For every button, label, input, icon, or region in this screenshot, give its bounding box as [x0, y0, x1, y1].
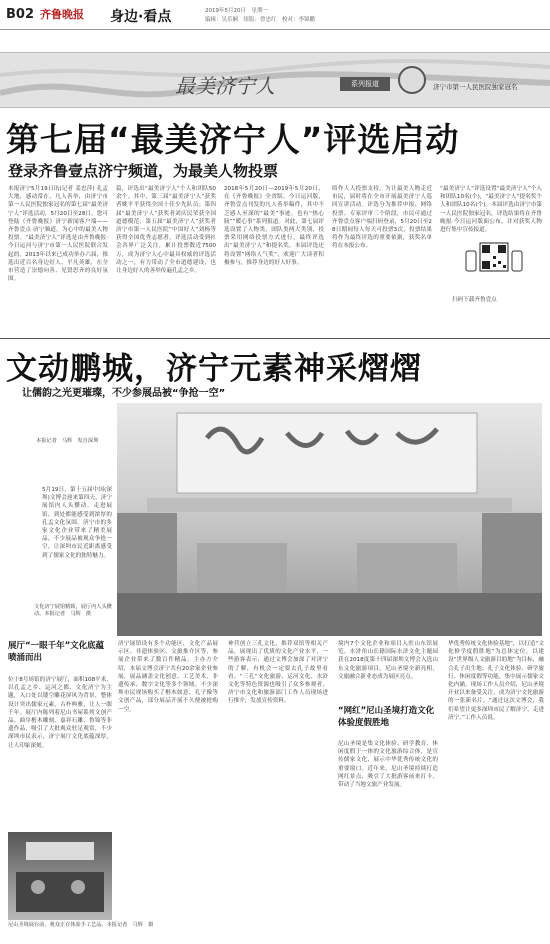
article2-subheadline: 让儒韵之光更璀璨，不少参展品被“争抢一空” [22, 388, 226, 399]
article2-byline: 本报记者 马辉 发自深圳 [36, 438, 99, 444]
section-title: 身边·看点 [110, 9, 172, 25]
article2-column-1: 位于8号场馆的济宁展厅，面积108平米，以孔孟之乡、运河之都、文化济宁为主题，入口处以镂空雕花屏风为背景，整体设计突出儒家元素，古朴典雅，让人一眼千年。展厅内陈列着尼山书屋系列文创产品、曲阜楷木雕刻、嘉祥石雕、鲁锦等非遗作品，吸引了大批观众驻足观赏，不少深圳市民表示，济宁展厅文化底蕴深厚，让人印象深刻。 [8, 677, 112, 749]
page-number: B02 [6, 7, 34, 22]
article1-column-3: 2018年5月20日—2019年5月20日，在《齐鲁晚报》全省版、今日运河版、齐鲁壹点刊发的凡人善举稿件，其中不乏感人至深的“最美”事迹，也有“热心肠”“暖心事”系列报道。对此，第七届评选设置了人物类、团队类两大类别，投票采用网络投票方式进行，最终评选出“最美济宁人”和提名奖，本届评选还将设置“网络人气奖”，欢迎广大读者积极参与，推荐身边的好人好事。 [224, 186, 324, 266]
date-line: 2019年5月20日 星期一 [205, 8, 268, 14]
booth-photo-caption: 尼山圣境展台前，观众正在体验手工艺品。本报记者 马辉 摄 [8, 922, 154, 928]
series-banner [0, 52, 550, 108]
expo-photo-illustration-icon [117, 403, 542, 636]
hospital-emblem-icon [398, 66, 426, 94]
article1-column-5: “最美济宁人”评选设置“最美济宁人”个人和团队10名(个)，“最美济宁人”提名奖个人和团队10名(个)。本届评选由济宁市第一人民医院独家冠名，评选结果将在齐鲁晚报·今日运河版面公布，并对获奖人物进行集中宣传报道。 [440, 186, 542, 234]
banner-decoration-icon [0, 53, 550, 109]
article1-column-1: 本报济宁5月19日讯(记者 姜忠萍) 孔孟大地，感动常在，凡人善举，由济宁市第一人民医院独家冠名的第七届“最美济宁人”评选活动，5月20日至28日，您可登陆《齐鲁晚报》济宁新闻客户端——齐鲁壹点·济宁频道，为心中的最美人物投票。“最美济宁人”评选是由齐鲁晚报·今日运河与济宁市第一人民医院联合发起的，2013年以来已成功举办六届，推选出近百名身边好人、平凡英雄，在全市营造了崇德向善、见贤思齐的良好氛围。 [8, 186, 108, 283]
nishan-booth-photo [8, 832, 112, 920]
article2-column-3: 神营创立三孔文化，推荐双馆等相关产品，展现出了优质的文化产业水平，一些游客表示，通过文博会加深了对济宁的了解，有机会一定要去孔子故里看看。“三孔”文化旅游、运河文化、水浒文化等特色资源也吸引了众多参观者，济宁市文化和旅游部门工作人员现场进行推介，发放宣传资料。 [228, 641, 328, 705]
article2-column-5: 华优秀传统文化体验基地”，以打造“文化修学度假胜地”为总体定位，以建设“世界级人文旅游目的地”为目标，融合孔子出生地、孔子文化体验、研学旅行、休闲度假等功能，集中展示儒家文化内涵。现场工作人员介绍，尼山圣境开业以来备受关注，成为济宁文化旅游的一张新名片。“通过这次文博会，我们希望让更多深圳市民了解济宁、走进济宁。”工作人员说。 [448, 641, 544, 721]
subhead-exhibition-hall: 展厅“一眼千年”文化底蕴喷涌而出 [8, 641, 105, 663]
article1-column-2: 篇，评选出“最美济宁人”个人和团队50余个。其中，第三届“最美济宁人”获奖者姚平平获得全国十佳少先队员；第四届“最美济宁人”获奖者刘庆民荣获全国道德模范；第五届“最美济宁人”获奖者济宁市第一人民医院“中国好人”刘杨等获得全国优秀志愿者。评选活动受到社会各界广泛关注，累计投票数近7500万，成为济宁人心中最具权威的评选活动之一，有力带动了全市道德建设，也让身边好人的善举传遍孔孟之乡。 [116, 186, 216, 275]
section-divider [0, 338, 550, 339]
expo-photo-caption: 文化济宁展馆精致，展厅内人头攒动。本报记者 马辉 摄 [34, 604, 112, 617]
booth-photo-illustration-icon [8, 832, 112, 920]
article1-subheadline: 登录齐鲁壹点济宁频道，为最美人物投票 [8, 162, 279, 180]
banner-title: 最美济宁人 [175, 74, 275, 98]
article2-column-4: 境内7个文化企业和项目入驻山东馆展览。水浒角山长籍国际水浒文化主题园获在2018度第十四届深圳文博会入选山东文化旅游项目，尼山圣境全新亮相，文旅融合新业态成为展区亮点。 [338, 641, 438, 680]
article2-column-2: 济宁展馆设有多个功能区，文化产品展示区、非遗体验区、文旅推介区等，参展企业带来了数百件精品。主办方介绍，本届文博会济宁共有20余家企业参展，展品涵盖文化创意、工艺美术、非遗传承、数字文化等多个领域。不少深圳市民现场购买了楷木如意、孔子像等文创产品，部分展品开展不久便被抢购一空。 [118, 641, 218, 713]
article2-lead: 5月19日，第十五届中国(深圳)文博会迎来第四天，济宁展馆内人头攒动。走进展馆，到处都能感受到浓厚的孔孟文化氛围，济宁市的多家文化企业带来了精美展品，不少展品被观众争抢一空，让深圳市民近距离感受到了儒家文化的独特魅力。 [42, 487, 112, 559]
series-tag: 系列报道 [340, 77, 390, 91]
qr-caption: 扫码下载齐鲁壹点 [452, 297, 497, 303]
editor-line: 编辑：吴乐娴 组版：曾忠红 校对：李锦鹏 [205, 17, 316, 23]
article2-column-4b: 尼山圣境是集文化体验、研学教育、休闲度假于一体的文化旅游综合体，是宣传儒家文化、展示中华优秀传统文化的重要窗口。近年来，尼山圣境持续打造网红景点，吸引了大批游客前来打卡，带动了当地文旅产业发展。 [338, 741, 438, 789]
article1-headline: 第七届“最美济宁人”评选启动 [6, 120, 460, 159]
newspaper-logo: 齐鲁晚报 [40, 8, 84, 21]
qr-code-icon[interactable] [458, 239, 530, 291]
subhead-nishan: “网红”尼山圣境打造文化体验度假胜地 [338, 706, 435, 728]
page-header [0, 0, 550, 30]
article1-column-4: 络作人人投票支持。为让最美人物走近市民，届时将在全市开展最美济宁人巡回宣讲活动。评选分为推荐申报、网络投票、专家评审三个阶段，市民可通过齐鲁壹点客户端扫码登录，5月20日至28日期间每人每天可投票3次，投票结果将作为最终评选的重要依据，获奖名单将在本报公布。 [332, 186, 432, 250]
sponsor-hospital: 济宁市第一人民医院独家冠名 [433, 83, 518, 91]
article2-headline: 文动鹏城，济宁元素神采熠熠 [6, 351, 422, 387]
expo-hall-photo [117, 403, 542, 636]
